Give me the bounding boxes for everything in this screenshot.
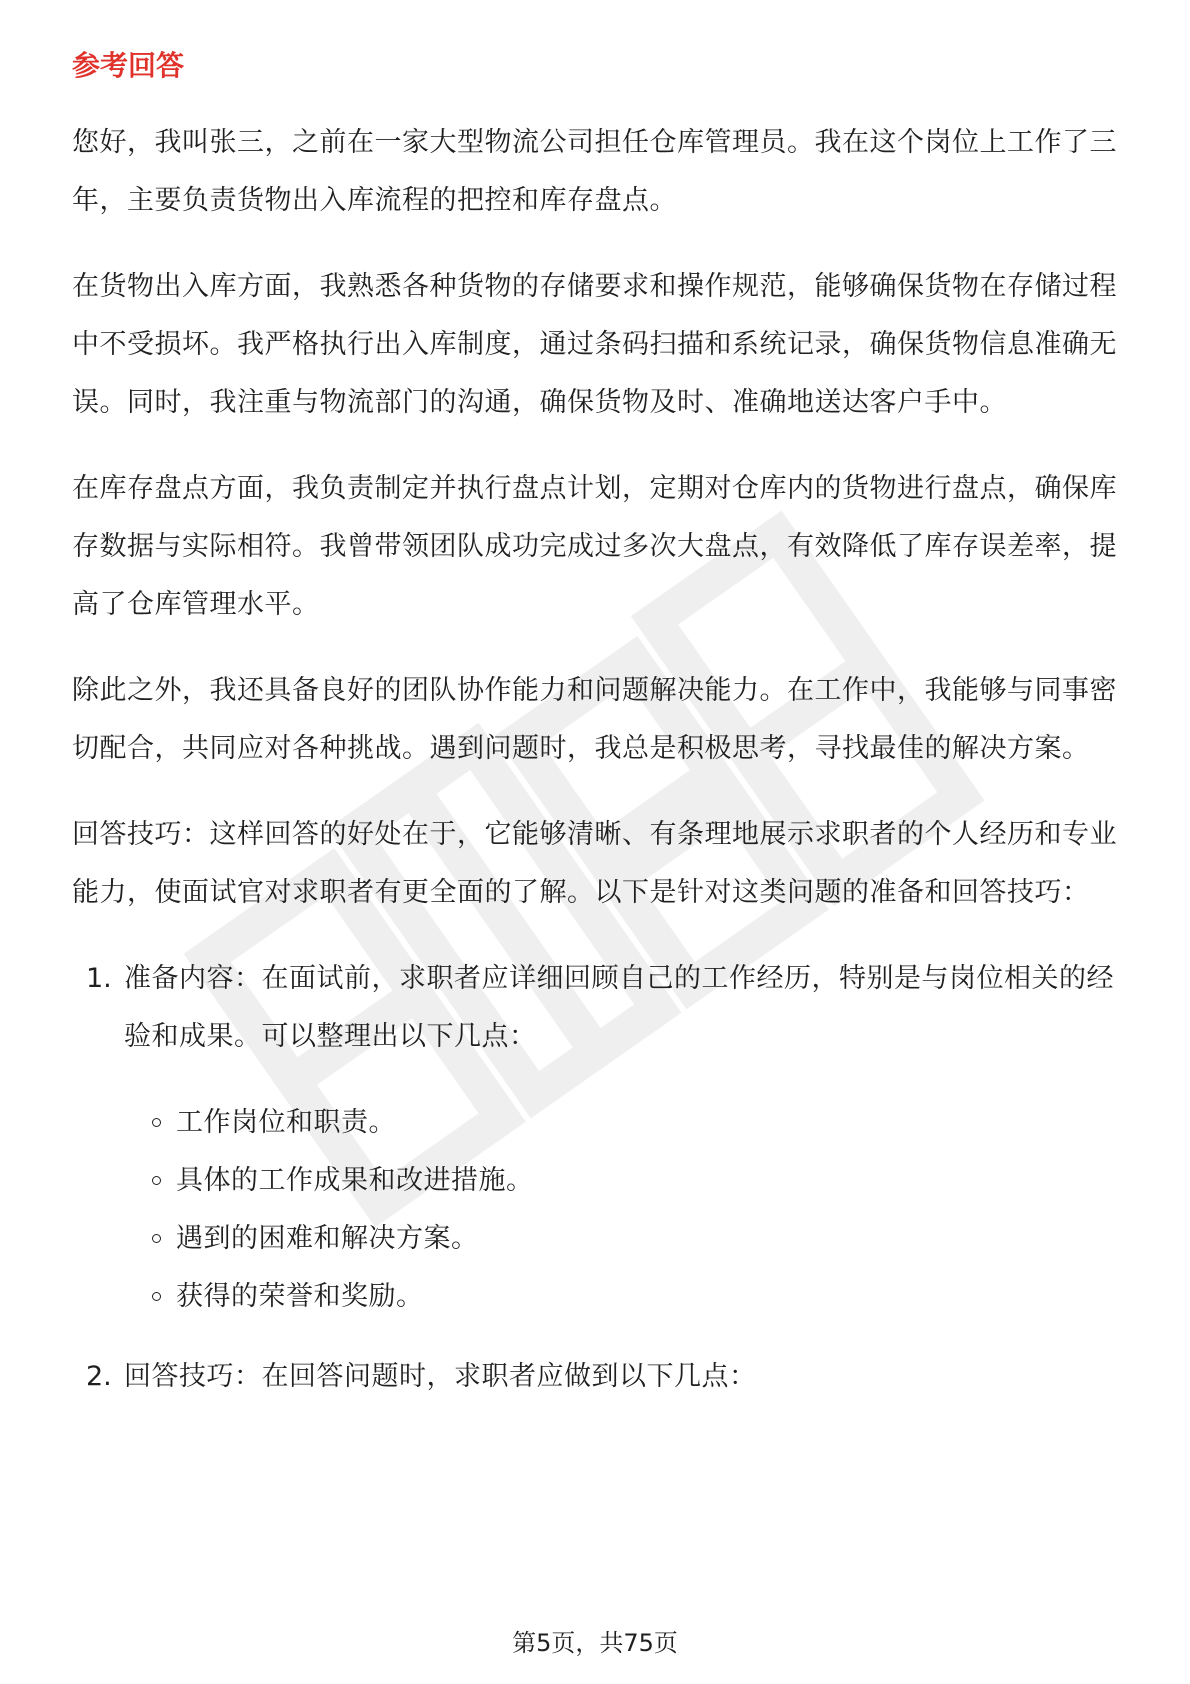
answer-paragraph-inout: 在货物出入库方面，我熟悉各种货物的存储要求和操作规范，能够确保货物在存储过程中不受损坏。我严格执行出入库制度，通过条码扫描和系统记录，确保货物信息准确无误。同时，我注重与物流部门的沟通，确保货物及时、准确地送达客户手中。 (72, 271, 1117, 418)
bullet-circle-icon (152, 1234, 161, 1243)
bullet-circle-icon (152, 1292, 161, 1301)
list-item (72, 1348, 1122, 1406)
list-number: 2. (86, 1361, 112, 1392)
bullet-circle-icon (152, 1118, 161, 1127)
answer-paragraph-intro: 您好，我叫张三，之前在一家大型物流公司担任仓库管理员。我在这个岗位上工作了三年，主要负责货物出入库流程的把控和库存盘点。 (72, 127, 1117, 216)
answer-paragraph-inventory: 在库存盘点方面，我负责制定并执行盘点计划，定期对仓库内的货物进行盘点，确保库存数据与实际相符。我曾带领团队成功完成过多次大盘点，有效降低了库存误差率，提高了仓库管理水平。 (72, 473, 1117, 620)
sub-list-item (124, 1152, 1122, 1210)
bullet-circle-icon (152, 1176, 161, 1185)
list-number: 1. (86, 963, 112, 994)
sub-list-item-text: 工作岗位和职责。 (176, 1107, 396, 1138)
document-content (72, 46, 1122, 1428)
sub-list-item-text: 遇到的困难和解决方案。 (176, 1223, 479, 1254)
sub-list-item-text: 获得的荣誉和奖励。 (176, 1281, 424, 1312)
sub-list-item-text: 具体的工作成果和改进措施。 (176, 1165, 534, 1196)
sub-list (124, 1094, 1122, 1326)
list-item (72, 950, 1122, 1326)
tips-paragraph: 回答技巧：这样回答的好处在于，它能够清晰、有条理地展示求职者的个人经历和专业能力，使面试官对求职者有更全面的了解。以下是针对这类问题的准备和回答技巧： (72, 819, 1117, 908)
section-title: 参考回答 (72, 49, 185, 82)
sub-list-item (124, 1094, 1122, 1152)
sub-list-item (124, 1210, 1122, 1268)
tips-list (72, 950, 1122, 1406)
sub-list-item (124, 1268, 1122, 1326)
list-item-text: 回答技巧：在回答问题时，求职者应做到以下几点： (124, 1361, 757, 1392)
page-footer: 第5页，共75页 (512, 1629, 678, 1657)
list-item-text: 准备内容：在面试前，求职者应详细回顾自己的工作经历，特别是与岗位相关的经验和成果。可以整理出以下几点： (124, 963, 1114, 1052)
answer-paragraph-teamwork: 除此之外，我还具备良好的团队协作能力和问题解决能力。在工作中，我能够与同事密切配合，共同应对各种挑战。遇到问题时，我总是积极思考，寻找最佳的解决方案。 (72, 675, 1117, 764)
